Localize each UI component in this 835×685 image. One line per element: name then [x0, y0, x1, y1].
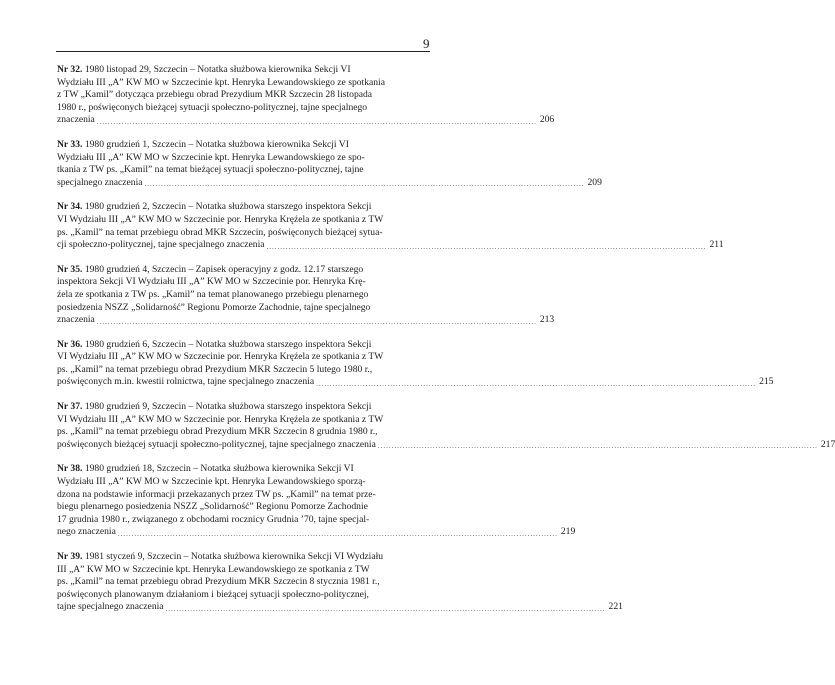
toc-entry — [57, 463, 576, 539]
entry-line — [57, 77, 434, 90]
entry-text: ps. „Kamil” na temat przebiegu obrad Prezydium MKR Szczecin 8 grudnia 1980 r., — [57, 426, 378, 438]
entry-line — [57, 476, 434, 489]
entry-line — [57, 576, 434, 589]
entry-line — [57, 276, 434, 289]
entry-text: Wydziału III „A” KW MO w Szczecinie kpt. Henryka Lewandowskiego ze spotkania — [57, 76, 385, 88]
toc-entries — [57, 64, 835, 626]
entry-line — [57, 264, 434, 277]
entry-number: Nr 36. — [57, 338, 83, 350]
entry-text: III „A” KW MO w Szczecinie kpt. Henryka Lewandowskiego ze spotkania z TW — [57, 563, 370, 575]
entry-line — [57, 364, 434, 377]
entry-line — [57, 414, 434, 427]
entry-text: znaczenia — [57, 114, 95, 126]
entry-last-line — [57, 114, 555, 127]
entry-text: 1980 r., poświęconych bieżącej sytuacji społeczno-politycznej, tajne specjalnego — [57, 101, 368, 113]
entry-number: Nr 33. — [57, 138, 83, 150]
entry-text: 17 grudnia 1980 r., związanego z obchodami rocznicy Grudnia ’70, tajne specjal- — [57, 513, 370, 525]
entry-text: specjalnego znaczenia — [57, 176, 143, 188]
entry-text: źela ze spotkania z TW ps. „Kamil” na temat planowanego przebiegu plenarnego — [57, 288, 369, 300]
dot-leader: ................................................................................................................................................................ — [96, 117, 537, 126]
dot-leader: ................................................................................................................................................................ — [377, 442, 818, 451]
page-number: 9 — [423, 36, 430, 51]
entry-last-line — [57, 376, 774, 389]
entry-text: VI Wydziału III „A” KW MO w Szczecinie por. Henryka Kręźela ze spotkania z TW — [57, 213, 384, 225]
entry-line — [57, 214, 434, 227]
entry-line — [57, 564, 434, 577]
entry-line — [57, 152, 434, 165]
entry-text: 1980 grudzień 2, Szczecin – Notatka służbowa starszego inspektora Sekcji — [84, 201, 372, 213]
entry-number: Nr 38. — [57, 463, 83, 475]
entry-text: posiedzenia NSZZ „Solidarność” Regionu Pomorze Zachodnie, tajne specjalnego — [57, 301, 371, 313]
dot-leader: ................................................................................................................................................................ — [316, 380, 757, 389]
entry-line — [57, 289, 434, 302]
entry-last-line — [57, 314, 555, 327]
toc-entry — [57, 263, 555, 327]
toc-entry — [57, 201, 724, 251]
dot-leader: ................................................................................................................................................................ — [96, 317, 537, 326]
page-reference: 219 — [560, 526, 576, 538]
entry-text: znaczenia — [57, 314, 95, 326]
entry-number: Nr 32. — [57, 64, 83, 75]
entry-text: 1980 grudzień 18, Szczecin – Notatka służbowa kierownika Sekcji VI — [84, 463, 354, 475]
entry-number: Nr 39. — [57, 551, 83, 562]
entry-text: tajne specjalnego znaczenia — [57, 601, 164, 613]
dot-leader: ................................................................................................................................................................ — [144, 180, 585, 189]
entry-text: Wydziału III „A” KW MO w Szczecinie kpt. Henryka Lewandowskiego ze spo- — [57, 151, 365, 163]
toc-entry — [57, 401, 835, 451]
entry-line — [57, 426, 434, 439]
page-reference: 217 — [820, 438, 835, 450]
entry-text: tkania z TW ps. „Kamil” na temat bieżącej sytuacji społeczno-politycznej, tajne — [57, 164, 364, 176]
entry-line — [57, 401, 434, 414]
page-reference: 211 — [709, 239, 724, 251]
entry-text: cji społeczno-politycznej, tajne specjalnego znaczenia — [57, 239, 265, 251]
entry-number: Nr 35. — [57, 263, 83, 275]
entry-line — [57, 139, 434, 152]
toc-entry — [57, 138, 602, 189]
entry-line — [57, 201, 434, 214]
page-reference: 221 — [608, 601, 623, 613]
entry-line — [57, 351, 434, 364]
toc-entry — [57, 551, 623, 614]
entry-line — [57, 302, 434, 315]
entry-line — [57, 339, 434, 352]
toc-entry — [57, 64, 555, 127]
entry-line — [57, 489, 434, 502]
entry-text: Wydziału III „A” KW MO w Szczecinie kpt. Henryka Lewandowskiego sporzą- — [57, 476, 366, 488]
entry-last-line — [57, 176, 602, 190]
entry-line — [57, 102, 434, 115]
entry-line — [57, 227, 434, 240]
page-reference: 215 — [759, 376, 774, 388]
entry-line — [57, 463, 434, 476]
page-reference: 209 — [587, 176, 602, 188]
entry-text: 1980 listopad 29, Szczecin – Notatka służbowa kierownika Sekcji VI — [84, 64, 351, 75]
entry-text: ps. „Kamil” na temat przebiegu obrad Prezydium MKR Szczecin 8 stycznia 1981 r., — [57, 576, 380, 588]
entry-line — [57, 164, 434, 177]
entry-text: ps. „Kamil” na temat przebiegu obrad Prezydium MKR Szczecin 5 lutego 1980 r., — [57, 363, 373, 375]
entry-text: nego znaczenia — [57, 526, 116, 538]
entry-line — [57, 89, 434, 102]
entry-text: z TW „Kamil” dotycząca przebiegu obrad Prezydium MKR Szczecin 28 listopada — [57, 89, 373, 101]
entry-line — [57, 514, 434, 527]
entry-text: VI Wydziału III „A” KW MO w Szczecinie por. Henryka Kręźela ze spotkania z TW — [57, 351, 384, 363]
entry-last-line — [57, 438, 835, 452]
entry-text: biegu plenarnego posiedzenia NSZZ „Solidarność” Regionu Pomorze Zachodnie — [57, 501, 368, 513]
entry-line — [57, 551, 434, 564]
entry-text: dzona na podstawie informacji przekazanych przez TW ps. „Kamil” na temat prze- — [57, 488, 376, 500]
dot-leader: ................................................................................................................................................................ — [266, 242, 707, 251]
dot-leader: ................................................................................................................................................................ — [117, 530, 558, 538]
entry-text: 1980 grudzień 6, Szczecin – Notatka służbowa starszego inspektora Sekcji — [84, 338, 372, 350]
entry-text: 1980 grudzień 1, Szczecin – Notatka służbowa kierownika Sekcji VI — [84, 138, 349, 150]
toc-entry — [57, 338, 774, 389]
entry-line — [57, 64, 434, 77]
entry-text: ps. „Kamil” na temat przebiegu obrad MKR Szczecin, poświęconych bieżącej sytua- — [57, 226, 383, 238]
entry-last-line — [57, 601, 623, 614]
entry-text: 1980 grudzień 4, Szczecin – Zapisek operacyjny z godz. 12.17 starszego — [84, 263, 364, 275]
entry-last-line — [57, 526, 576, 539]
entry-text: poświęconych bieżącej sytuacji społeczno-politycznej, tajne specjalnego znaczenia — [57, 438, 376, 450]
entry-text: inspektora Sekcji VI Wydziału III „A” KW MO w Szczecinie por. Henryka Krę- — [57, 276, 366, 288]
header-rule — [56, 51, 430, 52]
entry-number: Nr 34. — [57, 201, 83, 213]
entry-text: 1980 grudzień 9, Szczecin – Notatka służbowa starszego inspektora Sekcji — [84, 401, 372, 413]
page-reference: 206 — [539, 114, 555, 126]
entry-number: Nr 37. — [57, 401, 83, 413]
page-reference: 213 — [539, 314, 555, 326]
dot-leader: ................................................................................................................................................................ — [165, 604, 606, 613]
entry-text: VI Wydziału III „A” KW MO w Szczecinie por. Henryka Kręźela ze spotkania z TW — [57, 413, 384, 425]
entry-line — [57, 501, 434, 514]
entry-last-line — [57, 239, 724, 252]
entry-text: poświęconych m.in. kwestii rolnictwa, tajne specjalnego znaczenia — [57, 376, 315, 388]
entry-line — [57, 589, 434, 602]
entry-text: poświęconych planowanym działaniom i bieżącej sytuacji społeczno-politycznej, — [57, 588, 369, 600]
entry-text: 1981 styczeń 9, Szczecin – Notatka służbowa kierownika Sekcji VI Wydziału — [84, 551, 384, 562]
